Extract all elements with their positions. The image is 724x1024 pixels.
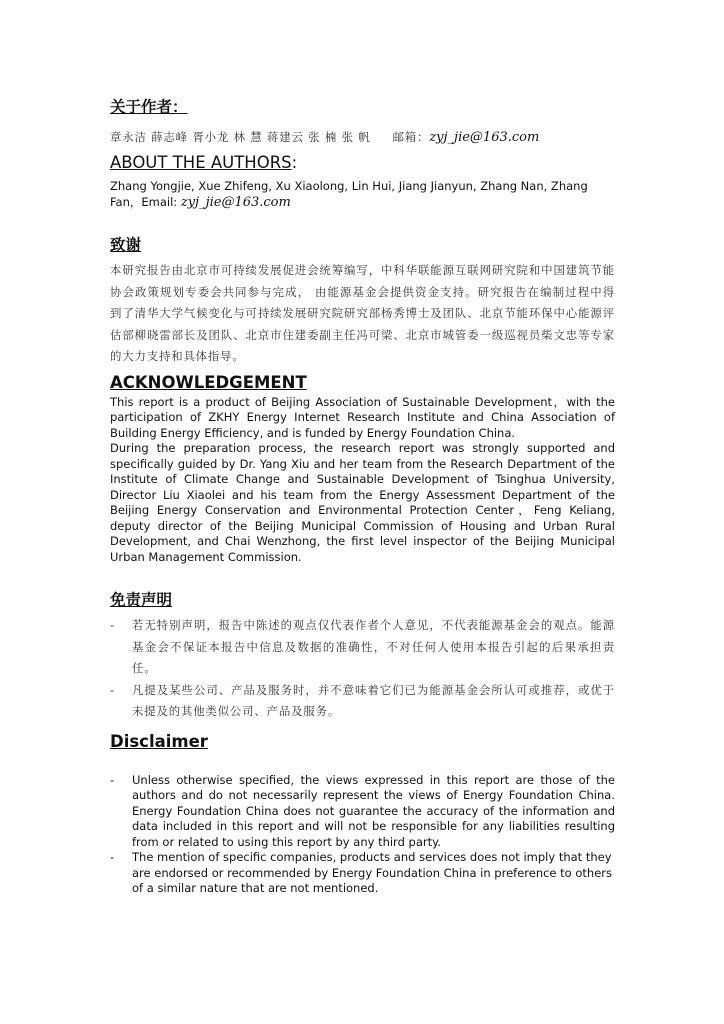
bullet-dash: - <box>110 772 115 787</box>
bullet-dash: - <box>110 618 115 632</box>
list-item <box>110 615 615 680</box>
ack-cn-text: 本研究报告由北京市可持续发展促进会统筹编写，中科华联能源互联网研究院和中国建筑节能协会政策规划专委会共同参与完成， 由能源基金会提供资金支持。研究报告在编制过程中得到了清华大学气候变化与可持续发展研究院研究部杨秀博士及团队、北京节能环保中心能源评估部柳晓雷部长及团队、北京市住建委副主任冯可梁、北京市城管委一级巡视员柴文忠等专家的大力支持和具体指导。 <box>110 263 615 363</box>
list-item <box>110 773 615 851</box>
disclaimer-en-item-2: The mention of specific companies, products and services does not imply that they are endorsed or recommended by Energy Foundation China in preference to others of a similar nature that are not mentioned. <box>132 850 612 895</box>
disclaimer-cn-item-1: 若无特别声明，报告中陈述的观点仅代表作者个人意见，不代表能源基金会的观点。能源基金会不保证本报告中信息及数据的准确性，不对任何人使用本报告引起的后果承担责任。 <box>132 618 615 675</box>
email-cn: zyj_jie@163.com <box>429 130 540 145</box>
authors-en-names: Zhang Yongjie, Xue Zhifeng, Xu Xiaolong, Lin Hui, Jiang Jianyun, Zhang Nan, Zhang Fan，Email: <box>110 179 588 209</box>
disclaimer-cn-heading: 免责声明 <box>110 591 173 609</box>
authors-en <box>110 179 615 210</box>
disclaimer-en-item-1: Unless otherwise specified, the views expressed in this report are those of the authors and do not necessarily represent the views of Energy Foundation China. Energy Foundation China does not guarantee the accuracy of the information and data included in this report and will not be responsible for any liabilities resulting from or related to using this report by any third party. <box>132 772 615 849</box>
bullet-dash: - <box>110 850 115 864</box>
document-page <box>110 96 615 897</box>
disclaimer-cn-item-2: 凡提及某些公司、产品及服务时，并不意味着它们已为能源基金会所认可或推荐，或优于未提及的其他类似公司、产品及服务。 <box>132 682 615 718</box>
authors-cn: 章永洁 薛志峰 胥小龙 林 慧 蒋建云 张 楠 张 帆 <box>110 130 371 144</box>
about-authors-en-colon: : <box>291 153 298 172</box>
authors-cn-line <box>110 126 615 146</box>
ack-en-para1: This report is a product of Beijing Association of Sustainable Development，with the participation of ZKHY Energy Internet Research Institute and China Association of Building Energy Efficiency, and is funded by Energy Foundation China. <box>110 394 615 440</box>
bullet-dash: - <box>110 682 115 697</box>
disclaimer-cn-list <box>110 615 615 723</box>
disclaimer-en-heading: Disclaimer <box>110 731 208 751</box>
list-item <box>110 680 615 723</box>
email-en: zyj_jie@163.com <box>180 194 291 210</box>
ack-en-para2: During the preparation process, the research report was strongly supported and specifically guided by Dr. Yang Xiu and her team from the Research Department of the Institute of Climate Change and Sustainable Development of Tsinghua University, Director Liu Xiaolei and his team from the Energy Assessment Department of the Beijing Energy Conservation and Environmental Protection Center，Feng Keliang, deputy director of the Beijing Municipal Commission of Housing and Urban Rural Development, and Chai Wenzhong, the first level inspector of the Beijing Municipal Urban Management Commission. <box>110 441 615 564</box>
disclaimer-en-list <box>110 773 615 897</box>
ack-cn-heading: 致谢 <box>110 236 142 254</box>
about-authors-en-heading: ABOUT THE AUTHORS <box>110 153 292 172</box>
email-label-cn: 邮箱： <box>392 130 430 144</box>
ack-en-heading: ACKNOWLEDGEMENT <box>110 372 307 392</box>
about-authors-cn-heading: 关于作者： <box>110 98 188 116</box>
list-item <box>110 850 615 897</box>
